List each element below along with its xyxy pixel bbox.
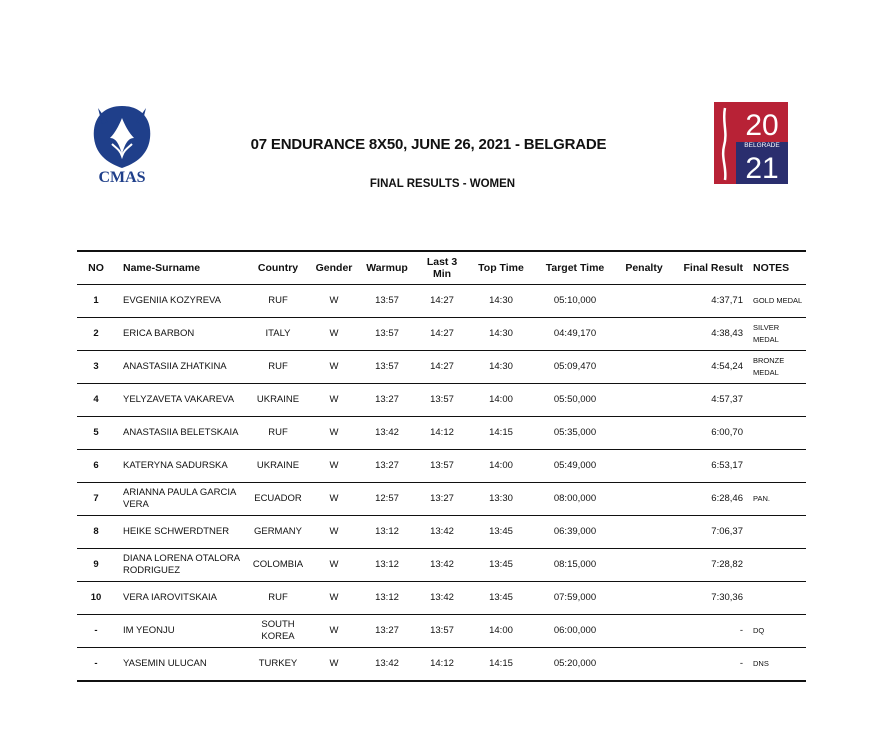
cell-last3: 13:42 (415, 516, 469, 549)
cell-top-time: 14:00 (469, 450, 533, 483)
cell-gender: W (309, 417, 359, 450)
cell-name: ANASTASIIA ZHATKINA (115, 351, 247, 384)
cell-country: GERMANY (247, 516, 309, 549)
cell-final-result: 4:37,71 (671, 285, 751, 318)
logo-year-top: 20 (745, 109, 779, 142)
cell-final-result: 4:54,24 (671, 351, 751, 384)
cell-last3: 14:27 (415, 285, 469, 318)
col-no: NO (77, 251, 115, 285)
col-final-result: Final Result (671, 251, 751, 285)
cell-name: HEIKE SCHWERDTNER (115, 516, 247, 549)
cell-notes: GOLD MEDAL (751, 285, 806, 318)
cell-top-time: 14:00 (469, 384, 533, 417)
cell-penalty (617, 384, 671, 417)
table-row (77, 648, 806, 682)
table-row (77, 483, 806, 516)
cell-penalty (617, 483, 671, 516)
cell-penalty (617, 648, 671, 682)
cell-warmup: 13:42 (359, 417, 415, 450)
cell-no: - (77, 615, 115, 648)
cell-target-time: 06:00,000 (533, 615, 617, 648)
cell-no: 4 (77, 384, 115, 417)
table-row (77, 549, 806, 582)
cell-country: UKRAINE (247, 450, 309, 483)
cell-penalty (617, 285, 671, 318)
cell-gender: W (309, 318, 359, 351)
table-row (77, 318, 806, 351)
cell-final-result: 7:28,82 (671, 549, 751, 582)
cell-penalty (617, 615, 671, 648)
cell-target-time: 08:00,000 (533, 483, 617, 516)
cell-no: 6 (77, 450, 115, 483)
cell-country: SOUTH KOREA (247, 615, 309, 648)
table-row (77, 417, 806, 450)
cell-final-result: 4:57,37 (671, 384, 751, 417)
cell-notes (751, 450, 806, 483)
cell-country: RUF (247, 582, 309, 615)
cell-country: RUF (247, 351, 309, 384)
cell-final-result: 7:30,36 (671, 582, 751, 615)
cell-last3: 13:57 (415, 384, 469, 417)
cell-warmup: 12:57 (359, 483, 415, 516)
cell-last3: 14:27 (415, 318, 469, 351)
cell-gender: W (309, 450, 359, 483)
cell-top-time: 13:45 (469, 549, 533, 582)
table-row (77, 582, 806, 615)
cell-gender: W (309, 615, 359, 648)
cell-name: IM YEONJU (115, 615, 247, 648)
cmas-logo-text: CMAS (98, 169, 146, 186)
page-title (0, 136, 893, 153)
cell-target-time: 06:39,000 (533, 516, 617, 549)
cell-warmup: 13:12 (359, 582, 415, 615)
cell-notes (751, 516, 806, 549)
cell-country: UKRAINE (247, 384, 309, 417)
col-country: Country (247, 251, 309, 285)
cell-top-time: 13:45 (469, 582, 533, 615)
cell-gender: W (309, 285, 359, 318)
col-last3-line1: Last 3 (426, 256, 458, 268)
cell-warmup: 13:27 (359, 450, 415, 483)
cell-target-time: 05:09,470 (533, 351, 617, 384)
col-target-time: Target Time (533, 251, 617, 285)
cell-notes (751, 417, 806, 450)
logo-year-bottom: 21 (745, 152, 779, 184)
col-notes: NOTES (751, 251, 806, 285)
cell-notes: DNS (751, 648, 806, 682)
cell-name: ANASTASIIA BELETSKAIA (115, 417, 247, 450)
cell-warmup: 13:57 (359, 285, 415, 318)
cell-country: RUF (247, 417, 309, 450)
page-subtitle-text: FINAL RESULTS - WOMEN (369, 178, 516, 190)
page-title-text: 07 ENDURANCE 8X50, JUNE 26, 2021 - BELGRADE (250, 136, 607, 153)
cell-top-time: 14:15 (469, 417, 533, 450)
col-top-time: Top Time (469, 251, 533, 285)
cell-country: ITALY (247, 318, 309, 351)
cell-no: 8 (77, 516, 115, 549)
cell-target-time: 05:35,000 (533, 417, 617, 450)
cell-notes: BRONZE MEDAL (751, 351, 806, 384)
page-subtitle (0, 178, 893, 190)
cell-warmup: 13:27 (359, 384, 415, 417)
cell-top-time: 14:15 (469, 648, 533, 682)
cell-name: DIANA LORENA OTALORA RODRIGUEZ (115, 549, 247, 582)
cell-last3: 13:57 (415, 615, 469, 648)
cell-final-result: 6:28,46 (671, 483, 751, 516)
cell-last3: 13:42 (415, 582, 469, 615)
cell-no: 5 (77, 417, 115, 450)
cell-gender: W (309, 549, 359, 582)
col-penalty: Penalty (617, 251, 671, 285)
cell-last3: 13:42 (415, 549, 469, 582)
table-row (77, 285, 806, 318)
cell-gender: W (309, 516, 359, 549)
col-warmup: Warmup (359, 251, 415, 285)
results-table (77, 250, 806, 682)
cell-warmup: 13:12 (359, 516, 415, 549)
cell-no: 2 (77, 318, 115, 351)
cell-top-time: 13:30 (469, 483, 533, 516)
cell-target-time: 05:20,000 (533, 648, 617, 682)
cell-final-result: - (671, 615, 751, 648)
cell-notes (751, 384, 806, 417)
table-row (77, 384, 806, 417)
cell-penalty (617, 450, 671, 483)
table-header-row (77, 251, 806, 285)
cell-warmup: 13:27 (359, 615, 415, 648)
cell-penalty (617, 417, 671, 450)
cell-warmup: 13:57 (359, 318, 415, 351)
table-row (77, 516, 806, 549)
table-row (77, 450, 806, 483)
cell-warmup: 13:42 (359, 648, 415, 682)
cell-final-result: 4:38,43 (671, 318, 751, 351)
cell-notes (751, 549, 806, 582)
cell-warmup: 13:12 (359, 549, 415, 582)
cell-name: ERICA BARBON (115, 318, 247, 351)
cell-target-time: 08:15,000 (533, 549, 617, 582)
cell-last3: 14:27 (415, 351, 469, 384)
cell-name: YELYZAVETA VAKAREVA (115, 384, 247, 417)
cell-final-result: 6:00,70 (671, 417, 751, 450)
cell-target-time: 05:10,000 (533, 285, 617, 318)
cell-name: ARIANNA PAULA GARCIA VERA (115, 483, 247, 516)
cell-gender: W (309, 384, 359, 417)
table-row (77, 615, 806, 648)
cell-name: KATERYNA SADURSKA (115, 450, 247, 483)
cell-name: VERA IAROVITSKAIA (115, 582, 247, 615)
logo-city: BELGRADE (744, 142, 780, 149)
cell-penalty (617, 351, 671, 384)
cell-notes: SILVER MEDAL (751, 318, 806, 351)
cell-top-time: 13:45 (469, 516, 533, 549)
cell-top-time: 14:30 (469, 318, 533, 351)
cell-penalty (617, 549, 671, 582)
cell-country: RUF (247, 285, 309, 318)
cell-notes (751, 582, 806, 615)
cell-notes: DQ (751, 615, 806, 648)
cell-target-time: 04:49,170 (533, 318, 617, 351)
cell-gender: W (309, 351, 359, 384)
cell-gender: W (309, 483, 359, 516)
cell-notes: PAN. (751, 483, 806, 516)
cell-no: 9 (77, 549, 115, 582)
cell-target-time: 05:50,000 (533, 384, 617, 417)
col-name: Name-Surname (115, 251, 247, 285)
cell-no: - (77, 648, 115, 682)
cell-last3: 14:12 (415, 417, 469, 450)
cell-top-time: 14:30 (469, 351, 533, 384)
cell-name: EVGENIIA KOZYREVA (115, 285, 247, 318)
cell-no: 10 (77, 582, 115, 615)
col-last3-line2: Min (432, 268, 452, 280)
cell-country: TURKEY (247, 648, 309, 682)
cell-no: 7 (77, 483, 115, 516)
cell-last3: 13:27 (415, 483, 469, 516)
cell-target-time: 07:59,000 (533, 582, 617, 615)
results-body (77, 285, 806, 682)
cell-target-time: 05:49,000 (533, 450, 617, 483)
table-row (77, 351, 806, 384)
cell-last3: 14:12 (415, 648, 469, 682)
cell-last3: 13:57 (415, 450, 469, 483)
cell-warmup: 13:57 (359, 351, 415, 384)
cell-gender: W (309, 648, 359, 682)
cell-no: 3 (77, 351, 115, 384)
cell-top-time: 14:30 (469, 285, 533, 318)
cell-country: ECUADOR (247, 483, 309, 516)
cell-penalty (617, 582, 671, 615)
cell-top-time: 14:00 (469, 615, 533, 648)
col-gender: Gender (309, 251, 359, 285)
cell-penalty (617, 318, 671, 351)
col-last3 (415, 251, 469, 285)
cell-country: COLOMBIA (247, 549, 309, 582)
cell-final-result: - (671, 648, 751, 682)
cell-final-result: 6:53,17 (671, 450, 751, 483)
cell-penalty (617, 516, 671, 549)
cell-no: 1 (77, 285, 115, 318)
cell-final-result: 7:06,37 (671, 516, 751, 549)
cell-gender: W (309, 582, 359, 615)
cell-name: YASEMIN ULUCAN (115, 648, 247, 682)
